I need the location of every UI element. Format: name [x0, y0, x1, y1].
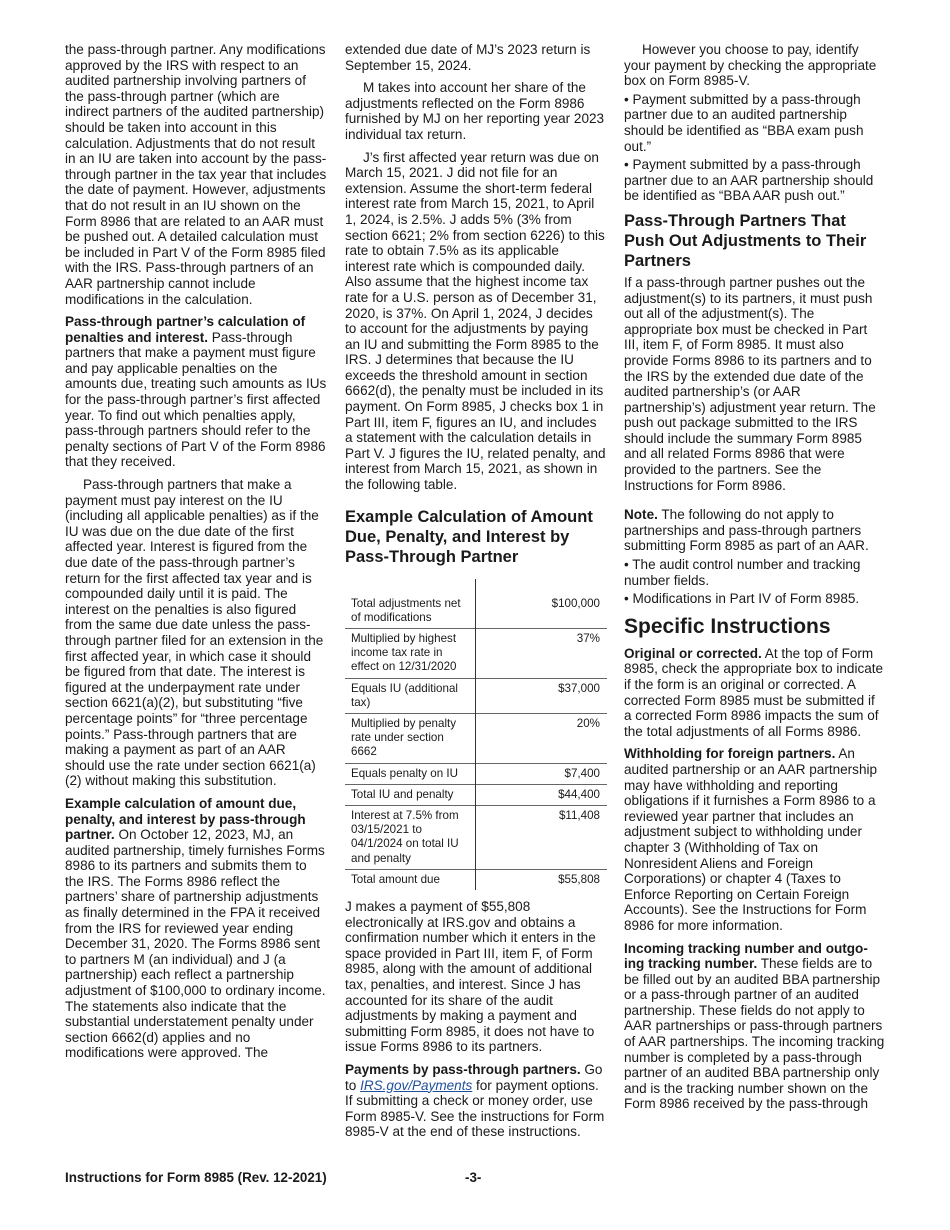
table-cell-label: Total IU and penalty: [345, 784, 476, 805]
paragraph: M takes into account her share of the adjustments reflected on the Form 8986 furnished by MJ on her reporting year 2023 individual tax return.: [345, 80, 605, 142]
table-cell-value: 37%: [576, 632, 600, 646]
irs-payments-link[interactable]: IRS.gov/Payments: [360, 1077, 473, 1093]
paragraph-text: On October 12, 2023, MJ, an audited partnership, timely furnishes Forms 8986 to its partners and submits them to the IRS. The Forms 8986 reflect the partners’ share of partnership adjustments as finally determined in the FPA it received from the IRS for reviewed year ending December 31, 2020. The Forms 8986 sent to partners M (an individual) and J (a partnership) each reflect a partnership adjustment of $100,000 to ordinary income. The statements also indicate that the substantial understatement penalty under section 6662(d) applies and no modifications were approved. The: [65, 827, 326, 1061]
table-cell-value: $44,400: [558, 787, 600, 801]
run-in-heading: Pass-through partner’s calculation of penalties and interest.: [65, 314, 306, 345]
table-row: [345, 629, 607, 679]
run-in-heading: Withholding for foreign partners.: [624, 746, 836, 762]
bullet-item: • The audit control number and tracking number fields.: [624, 557, 886, 588]
table-cell-label: Equals IU (additional tax): [345, 678, 476, 713]
paragraph: If a pass-through partner pushes out the adjustment(s) to its partners, it must push out all of the adjustment(s). The appropriate box must be checked in Part III, item F, of Form 8985. It must also provide Forms 8986 to its partners and to the IRS by the extended due date of the audited partnership’s (or AAR partnership’s) adjustment year return. The push out package submitted to the IRS should include the summary Form 8985 and all related Forms 8986 that were provided to the partners. See the Instructions for Form 8986.: [624, 274, 876, 493]
run-in-heading: Payments by pass-through partners.: [345, 1062, 581, 1078]
paragraph: J’s first affected year return was due on March 15, 2021. J did not file for an extension. Assume the short-term federal interest rate from March 15, 2021, to April 1, 2024, is 2.5%. J adds 5% (3% from section 6621; 2% from section 6226) to this rate to obtain 7.5% as its applicable interest rate which is compounded daily. Also assume that the highest income tax rate for a U.S. person as of December 31, 2020, is 37%. On April 1, 2024, J decides to account for the adjustments by paying an IU and submitting the Form 8985 to the IRS. J determines that because the IU exceeds the threshold amount in section 6662(d), the penalty must be included in its payment. On Form 8985, J checks box 1 in Part III, item F, figures an IU, and includes a statement with the calculation details in Part V. J figures the IU, related penalty, and interest from March 15, 2021, as shown in the following table.: [345, 149, 606, 493]
run-in-heading: Incoming tracking number and outgo-ing tracking number.: [624, 940, 868, 972]
table-row: [345, 784, 607, 805]
table-row: [345, 869, 607, 890]
column-2: [345, 42, 607, 1147]
footer-title: Instructions for Form 8985 (Rev. 12-2021): [65, 1170, 327, 1185]
run-in-heading: Note.: [624, 507, 658, 523]
paragraph: J makes a payment of $55,808 electronically at IRS.gov and obtains a confirmation number which it enters in the space provided in Part III, item F, of Form 8985, along with the amount of additional tax, penalties, and interest. Since J has accounted for its share of the audit adjustments by making a payment and submitting Form 8985, it does not have to issue Forms 8986 to its partners.: [345, 899, 596, 1055]
table-row: [345, 763, 607, 784]
table-row: [345, 806, 607, 870]
table-cell-value: $55,808: [558, 872, 600, 886]
paragraph-text: The following do not apply to partnerships and pass-through partners submitting Form 8985 as part of an AAR.: [624, 507, 869, 554]
table-cell-value: $100,000: [551, 596, 600, 610]
table-cell-value: $7,400: [564, 766, 600, 780]
table-cell-value: 20%: [576, 717, 600, 731]
table-cell-value: $37,000: [558, 681, 600, 695]
paragraph-text: An audited partnership or an AAR partnership may have withholding and reporting obligations if it furnishes a Form 8986 to a reviewed year partner that includes an adjustment subject to withholding under chapter 3 (Withholding of Tax on Nonresident Aliens and Foreign Corporations) or chapter 4 (Taxes to Enforce Reporting on Certain Foreign Accounts). See the Instructions for Form 8986 for more information.: [624, 746, 878, 933]
table-cell-label: Multiplied by penalty rate under section 6662: [345, 714, 476, 764]
paragraph-text: At the top of Form 8985, check the appropriate box to indicate if the form is an original or corrected. A corrected Form 8985 must be submitted if a corrected Form 8986 impacts the sum of the total adjustments of all Forms 8986.: [624, 645, 884, 739]
table-row: [345, 579, 607, 629]
table-cell-label: Multiplied by highest income tax rate in effect on 12/31/2020: [345, 629, 476, 679]
paragraph: Pass-through partners that make a payment must pay interest on the IU (including all applicable penalties) as if the IU was due on the due date of the first affected year. Interest is figured from the due date of the pass-through partner’s return for the first affected tax year and is compounded daily until it is paid. The interest on the penalties is also figured from the same due date unless the pass-through partner filed for an extension in the first affected year, in which case it should be figured from that date. The interest is figured at the underpayment rate under section 6621(a)(2), but substituting “five percentage points” for “three percentage points.” Pass-through partners that are making a payment as part of an AAR should use the rate under section 6621(a)(2) without making this substitution.: [65, 477, 324, 789]
page-number: -3-: [465, 1170, 482, 1185]
paragraph: [65, 314, 327, 470]
section-heading: Example Calculation of Amount Due, Penalty, and Interest by Pass-Through Partner: [345, 507, 593, 566]
bullet-item: • Payment submitted by a pass-through partner due to an AAR partnership should be identified as “BBA AAR push out.”: [624, 157, 886, 204]
paragraph: the pass-through partner. Any modifications approved by the IRS with respect to an audited partnership involving partners of the pass-through partner (which are indirect partners of the audited partnership) should be taken into account in this calculation. Adjustments that do not result in an IU are taken into account by the pass-through partner in the tax year that includes the date of payment. However, adjustments that do not result in an IU shown on the Form 8986 that are related to an AAR must be pushed out. A detailed calculation must be included in Part V of the Form 8985 filed with the IRS. Pass-through partners of an AAR partnership cannot include modifications in the calculation.: [65, 42, 327, 307]
table-cell-label: Total amount due: [345, 869, 476, 890]
column-1: [65, 42, 327, 1068]
table-cell-label: Equals penalty on IU: [345, 763, 476, 784]
paragraph: [624, 646, 886, 740]
paragraph-text: for payment options. If submitting a check or money order, use Form 8985-V. See the instructions for Form 8985-V at the end of these instructions.: [345, 1077, 605, 1140]
column-3: [624, 42, 886, 1119]
table-cell-label: Interest at 7.5% from 03/15/2021 to 04/1/2024 on total IU and penalty: [345, 806, 476, 870]
paragraph: [624, 507, 886, 554]
table-cell-label: Total adjustments net of modifications: [345, 579, 476, 629]
paragraph: However you choose to pay, identify your payment by checking the appropriate box on Form 8985-V.: [624, 42, 877, 89]
bullet-item: • Modifications in Part IV of Form 8985.: [624, 591, 886, 607]
paragraph-text: Go to: [345, 1062, 603, 1093]
calculation-table: [345, 579, 607, 890]
page-footer: [65, 1170, 885, 1186]
paragraph: [624, 746, 886, 933]
table-row: [345, 714, 607, 764]
paragraph: extended due date of MJ’s 2023 return is September 15, 2024.: [345, 42, 591, 73]
paragraph: [624, 941, 886, 1113]
paragraph-text: These fields are to be filled out by an audited BBA partnership or a pass-through partner of an audited partnership. These fields do not apply to AAR partnerships or pass-through partners of AAR partnerships. The incoming tracking number is completed by a pass-through partner of an audited BBA partnership only and is the tracking number shown on the Form 8986 received by the pass-through: [624, 956, 885, 1112]
run-in-heading: Example calculation of amount due, penalty, and interest by pass-through partner.: [65, 795, 306, 843]
paragraph: [345, 1062, 607, 1140]
run-in-heading: Original or corrected.: [624, 645, 762, 661]
table-row: [345, 678, 607, 713]
paragraph: [65, 796, 327, 1061]
table-cell-value: $11,408: [558, 809, 600, 823]
major-heading: Specific Instructions: [624, 614, 831, 638]
bullet-item: • Payment submitted by a pass-through partner due to an audited partnership should be identified as “BBA exam push out.”: [624, 92, 886, 154]
paragraph-text: Pass-through partners that make a payment must figure and pay applicable penalties on the amounts due, treating such amounts as IUs for the pass-through partner’s first affected year. To find out which penalties apply, pass-through partners should refer to the penalty sections of Part V of the Form 8986 that they received.: [65, 329, 327, 470]
section-heading: Pass-Through Partners That Push Out Adjustments to Their Partners: [624, 211, 867, 270]
